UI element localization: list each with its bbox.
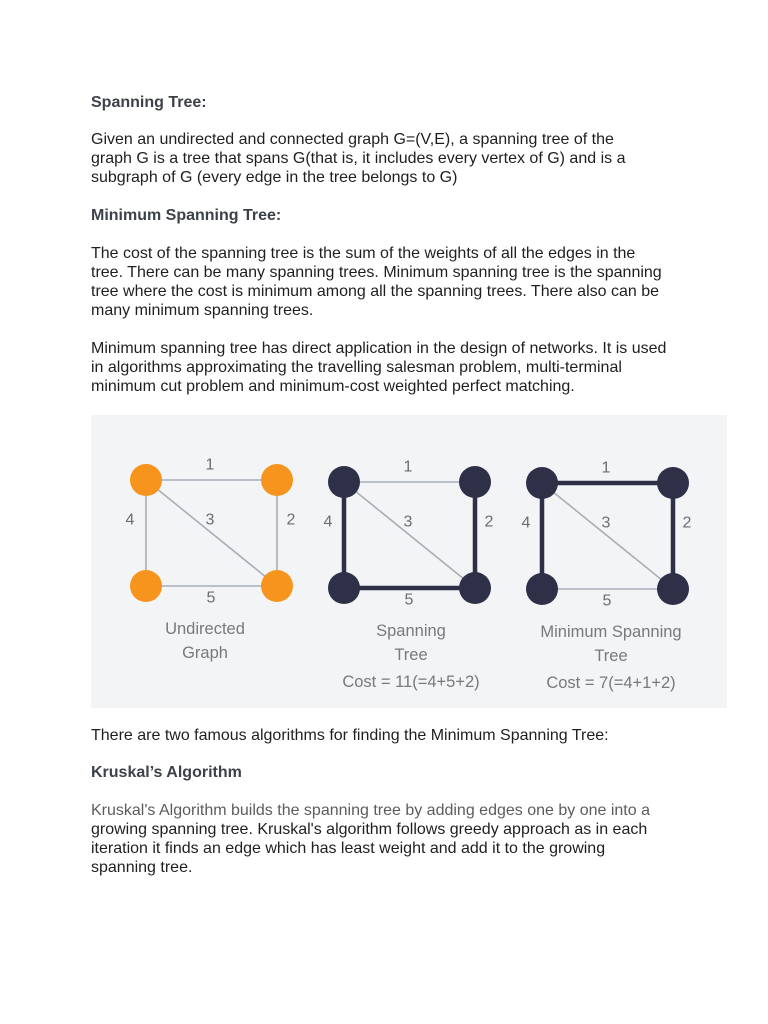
graph-caption-line: Graph <box>182 644 228 662</box>
vertex-bottom-left <box>526 573 558 605</box>
vertex-top-left <box>526 467 558 499</box>
edge-weight-label: 4 <box>521 514 531 532</box>
edge-weight-label: 3 <box>601 514 611 532</box>
edge-weight-label: 5 <box>206 589 216 607</box>
spanning-tree-graph <box>324 459 494 692</box>
vertex-bottom-right <box>657 573 689 605</box>
edge-weight-label: 3 <box>205 511 215 529</box>
edge-diagonal <box>542 483 673 589</box>
edge-weight-label: 5 <box>602 592 612 610</box>
edge-weight-label: 1 <box>403 458 413 476</box>
edge-weight-label: 2 <box>484 513 494 531</box>
paragraph-mst-applications: Minimum spanning tree has direct application in the design of networks. It is used in algorithms approximating the travelling salesman problem, multi-terminal minimum cut problem and minimum-cost weighted perfect matching. <box>91 340 667 395</box>
heading-kruskal-algorithm: Kruskal’s Algorithm <box>91 764 242 781</box>
graph-caption-line: Tree <box>594 647 628 665</box>
vertex-top-left <box>130 464 162 496</box>
vertex-top-right <box>261 464 293 496</box>
edge-weight-label: 5 <box>404 591 414 609</box>
vertex-top-left <box>328 466 360 498</box>
edge-diagonal <box>344 482 475 588</box>
spanning-tree-figure <box>91 415 727 708</box>
vertex-bottom-left <box>130 570 162 602</box>
graphs-illustration <box>91 415 727 708</box>
paragraph-algorithms-intro: There are two famous algorithms for finding the Minimum Spanning Tree: <box>91 727 609 744</box>
graph-caption-line: Spanning <box>376 622 446 640</box>
paragraph-kruskal-description: Kruskal's Algorithm builds the spanning tree by adding edges one by one into a growing spanning tree. Kruskal's algorithm follows greedy approach as in each iteration it finds an edge which has least weight and add it to the growing spanning tree. <box>91 802 650 876</box>
paragraph-mst-cost: The cost of the spanning tree is the sum of the weights of all the edges in the tree. There can be many spanning trees. Minimum spanning tree is the spanning tree where the cost is minimum among all the spanning trees. There also can be many minimum spanning trees. <box>91 245 662 319</box>
edge-weight-label: 2 <box>682 514 692 532</box>
graph-caption-line: Undirected <box>165 620 245 638</box>
minimum-spanning-tree-graph <box>522 460 692 693</box>
edge-weight-label: 3 <box>403 513 413 531</box>
edge-weight-label: 4 <box>125 511 135 529</box>
graph-caption-line: Minimum Spanning <box>540 623 682 641</box>
vertex-top-right <box>657 467 689 499</box>
edge-weight-label: 1 <box>205 456 215 474</box>
paragraph-spanning-tree-definition: Given an undirected and connected graph G=(V,E), a spanning tree of the graph G is a tree that spans G(that is, it includes every vertex of G) and is a subgraph of G (every edge in the tree belongs to G) <box>91 131 626 186</box>
graph-cost-caption: Cost = 7(=4+1+2) <box>546 674 676 692</box>
vertex-bottom-right <box>261 570 293 602</box>
edge-weight-label: 4 <box>323 513 333 531</box>
vertex-top-right <box>459 466 491 498</box>
heading-spanning-tree: Spanning Tree: <box>91 94 207 111</box>
edge-weight-label: 1 <box>601 459 611 477</box>
graph-caption-line: Tree <box>394 646 428 664</box>
vertex-bottom-left <box>328 572 360 604</box>
graph-cost-caption: Cost = 11(=4+5+2) <box>342 673 480 691</box>
undirected-graph <box>126 457 296 663</box>
heading-minimum-spanning-tree: Minimum Spanning Tree: <box>91 207 282 224</box>
edge-diagonal <box>146 480 277 586</box>
edge-weight-label: 2 <box>286 511 296 529</box>
vertex-bottom-right <box>459 572 491 604</box>
